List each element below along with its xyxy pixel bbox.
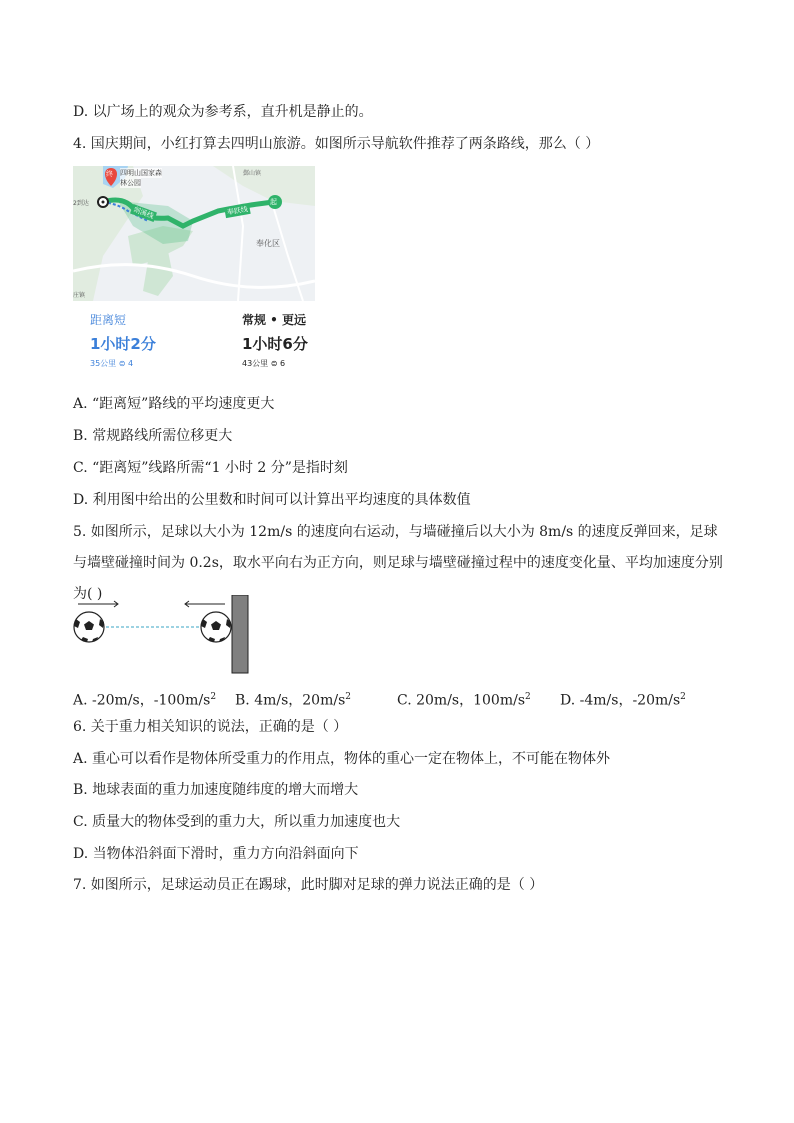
q5-option-b: B. 4m/s，$20m/s^2$ bbox=[235, 692, 351, 709]
q5-option-c: C. 20m/s，$100m/s^2$ bbox=[397, 692, 531, 709]
q4-option-d: D. 利用图中给出的公里数和时间可以计算出平均速度的具体数值 bbox=[73, 492, 471, 508]
route-normal-detail: 43公里 ⊜ 6 bbox=[242, 359, 286, 368]
q5-option-a: A. -20m/s，$-100m/s^2$ bbox=[73, 692, 217, 709]
route-short-detail: 35公里 ⊜ 4 bbox=[90, 359, 134, 368]
town-label: 鄞山镇 bbox=[243, 170, 262, 177]
q4-option-a: A. “距离短”路线的平均速度更大 bbox=[73, 396, 275, 412]
q3-option-d: D. 以广场上的观众为参考系，直升机是静止的。 bbox=[73, 104, 373, 120]
q4-stem: 4. 国庆期间，小红打算去四明山旅游。如图所示导航软件推荐了两条路线，那么（ ） bbox=[73, 136, 600, 152]
destination-name-line1: 四明山国家森 bbox=[120, 169, 162, 177]
q4-option-c: C. “距离短”线路所需“1 小时 2 分”是指时刻 bbox=[73, 460, 348, 476]
ball-wall-diagram bbox=[70, 595, 255, 675]
route-short-time: 1小时2分 bbox=[90, 335, 156, 353]
road-label-2: 奉跃线 bbox=[224, 204, 250, 218]
q5-option-d: D. -4m/s，$-20m/s^2$ bbox=[560, 692, 686, 709]
route-short bbox=[90, 311, 156, 369]
route-normal-time: 1小时6分 bbox=[242, 335, 308, 353]
q6-option-c: C. 质量大的物体受到的重力大，所以重力加速度也大 bbox=[73, 814, 401, 830]
route-normal bbox=[242, 311, 308, 369]
q6-option-b: B. 地球表面的重力加速度随纬度的增大而增大 bbox=[73, 782, 359, 798]
q6-option-d: D. 当物体沿斜面下滑时，重力方向沿斜面向下 bbox=[73, 846, 359, 862]
q6-option-a: A. 重心可以看作是物体所受重力的作用点，物体的重心一定在物体上，不可能在物体外 bbox=[73, 751, 611, 767]
destination-name-line2: 林公园 bbox=[120, 179, 141, 187]
district-label: 奉化区 bbox=[256, 239, 280, 248]
q4-option-b: B. 常规路线所需位移更大 bbox=[73, 428, 233, 444]
route-short-tag: 距离短 bbox=[90, 313, 127, 327]
route-normal-tag: 常规 • 更远 bbox=[242, 313, 307, 327]
q5-stem: 5. 如图所示，足球以大小为 12m/s 的速度向右运动，与墙碰撞后以大小为 8m/s 的速度反弹回来，足球与墙壁碰撞时间为 0.2s，取水平向右为正方向，则足球与墙壁碰撞过程中的速度变化量、平均加速度分别为( ) bbox=[73, 524, 723, 602]
start-marker: 起 bbox=[270, 198, 277, 206]
map-edge-label-bottom: 庄镇 bbox=[73, 292, 86, 299]
road-label-1: 剡溪线 bbox=[130, 204, 157, 222]
map-edge-label-left: 2到达 bbox=[73, 200, 89, 207]
destination-marker: 终 bbox=[106, 170, 113, 178]
q6-stem: 6. 关于重力相关知识的说法，正确的是（ ） bbox=[73, 719, 348, 735]
navigation-map bbox=[73, 166, 315, 301]
q7-stem: 7. 如图所示，足球运动员正在踢球，此时脚对足球的弹力说法正确的是（ ） bbox=[73, 877, 544, 893]
